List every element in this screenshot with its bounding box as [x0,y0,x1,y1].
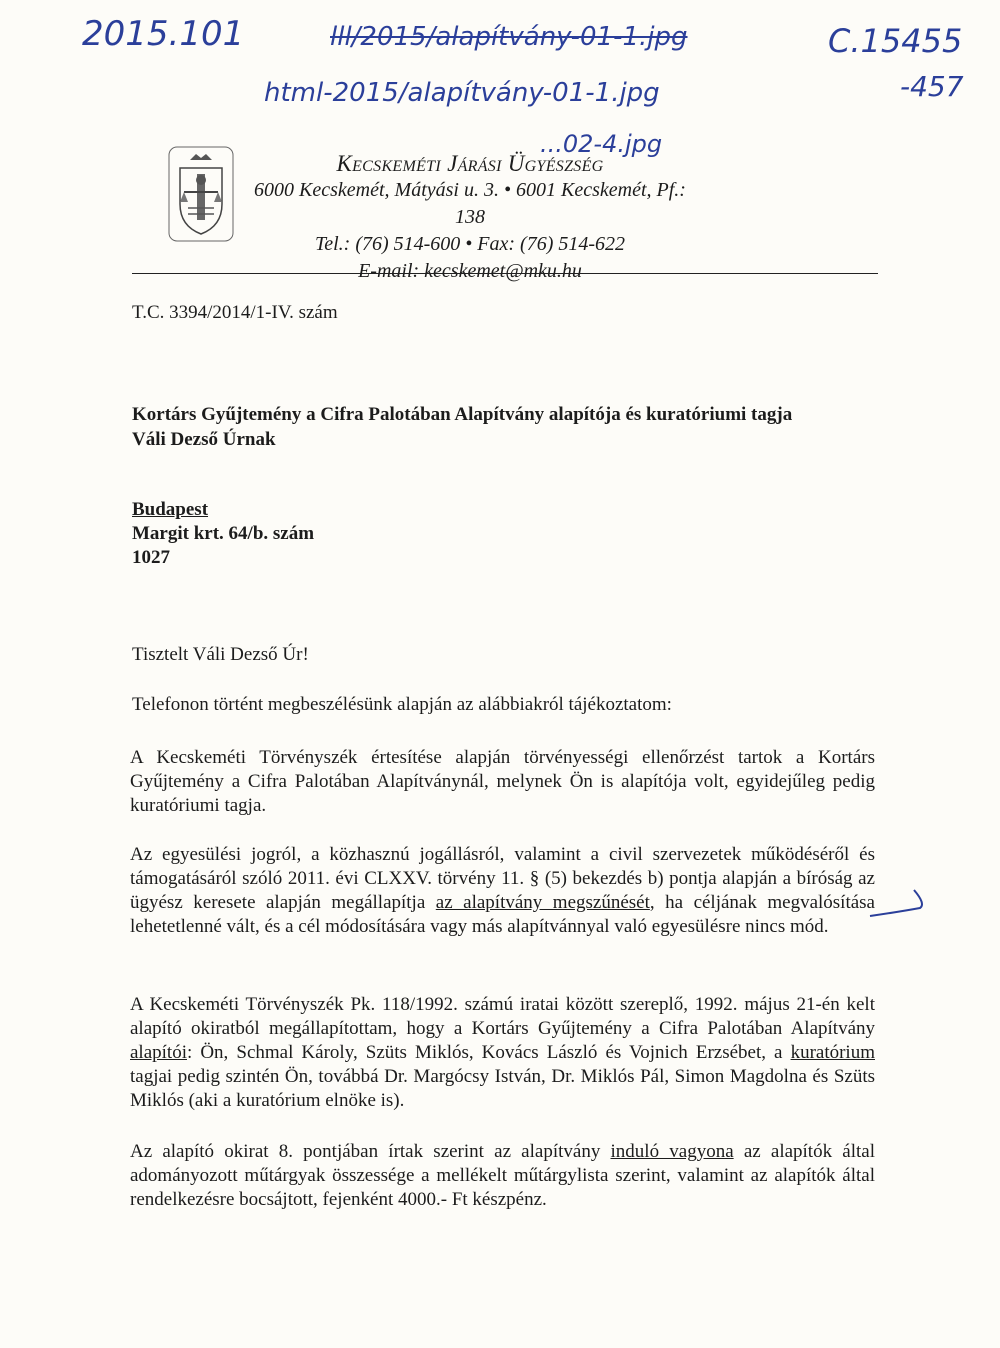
addressee-title: Kortárs Gyűjtemény a Cifra Palotában Alapítvány alapítója és kuratóriumi tagja [132,404,793,425]
handwritten-case-number: C.15455 [828,22,963,60]
paragraph-2-text-a: Az egyesülési jogról, a közhasznú jogállásról, valamint a civil szervezetek működéséről és támogatásáról szóló 2011. évi CLXXV. törvény 11. § (5) bekezdés b) pontja alapján a bíróság az ügyész keresete alapján megállapítja [130,844,875,913]
phone-fax: Tel.: (76) 514-600 • Fax: (76) 514-622 [314,233,626,255]
paragraph-3-text-a: A Kecskeméti Törvényszék Pk. 118/1992. számú iratai között szereplő, 1992. május 21-én kelt alapító okiratból megállapítottam, hogy a Kortárs Gyűjtemény a Cifra Palotában Alapítvány [130,994,875,1039]
pen-mark-icon [868,886,928,926]
paragraph-3-text-c: tagjai pedig szintén Ön, továbbá Dr. Margócsy István, Dr. Miklós Pál, Simon Magdolna és Szüts Miklós (aki a kuratórium elnöke is). [130,1066,875,1111]
address-zip: 1027 [132,547,170,568]
addressee-name: Váli Dezső Úrnak [132,429,276,450]
postal-address: 6000 Kecskemét, Mátyási u. 3. • 6001 Kecskemét, Pf.: 138 [254,179,686,228]
paragraph-4-text-b: az alapítók által adományozott műtárgyak összessége a mellékelt műtárgylista szerint, valamint az alapítók által rendelkezésre bocsájtott, fejenként 4000.- Ft készpénz. [130,1141,875,1210]
email-address: E-mail: kecskemet@mku.hu [358,260,582,282]
handwritten-filename-struck: lll/2015/alapítvány-01-1.jpg [330,22,688,52]
paragraph-2 [130,843,875,939]
header-divider [132,273,878,274]
paragraph-1: A Kecskeméti Törvényszék értesítése alapján törvényességi ellenőrzést tartok a Kortárs Gyűjtemény a Cifra Palotában Alapítványnál, melynek Ön is alapítója volt, egyidejűleg pedig kuratóriumi tagja. [130,747,875,816]
handwritten-filename-2: ...02-4.jpg [540,130,663,158]
paragraph-3-board: kuratórium [790,1042,875,1063]
postal-address-block [132,498,314,570]
salutation: Tisztelt Váli Dezső Úr! [132,644,309,665]
intro-line: Telefonon történt megbeszélésünk alapján az alábbiakról tájékoztatom: [132,694,672,715]
handwritten-suffix: -457 [900,70,964,103]
paragraph-3-text-b: : Ön, Schmal Károly, Szüts Miklós, Kovács László és Vojnich Erzsébet, a [186,1042,791,1063]
paragraph-3-founders: alapítói [130,1042,187,1063]
paragraph-2-text-b: , ha céljának megvalósítása lehetetlenné vált, és a cél módosítására vagy más alapítvánnyal való egyesülésre nincs mód. [130,892,875,937]
letterhead [250,150,690,285]
address-city: Budapest [132,499,209,520]
coat-of-arms-seal-icon [168,146,234,242]
address-street: Margit krt. 64/b. szám [132,523,315,544]
addressee-block [132,402,880,452]
handwritten-number: 2015.101 [82,14,245,54]
paragraph-2-underlined: az alapítvány megszűnését [435,892,650,913]
organization-name: Kecskeméti Járási Ügyészség [336,151,604,176]
paragraph-3 [130,993,875,1113]
paragraph-4-text-a: Az alapító okirat 8. pontjában írtak szerint az alapítvány [130,1141,611,1162]
paragraph-4-initial-assets: induló vagyona [610,1141,734,1162]
handwritten-filename: html-2015/alapítvány-01-1.jpg [264,78,660,108]
reference-number: T.C. 3394/2014/1-IV. szám [132,302,338,323]
paragraph-4 [130,1140,875,1212]
